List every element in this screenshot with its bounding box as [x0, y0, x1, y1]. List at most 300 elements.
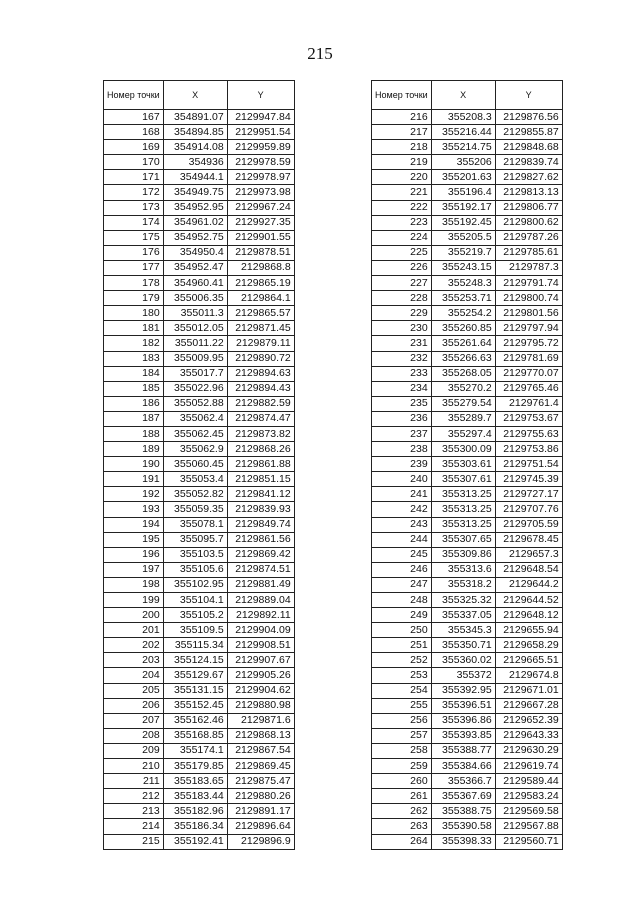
y-coordinate-cell: 2129791.74 — [495, 276, 562, 291]
table-row — [104, 230, 295, 245]
y-coordinate-cell: 2129896.64 — [227, 819, 294, 834]
point-number-cell: 216 — [372, 110, 432, 125]
point-number-cell: 221 — [372, 185, 432, 200]
y-coordinate-cell: 2129797.94 — [495, 321, 562, 336]
table-row — [104, 336, 295, 351]
x-coordinate-cell: 355266.63 — [431, 351, 495, 366]
point-number-cell: 184 — [104, 366, 164, 381]
table-row — [104, 577, 295, 592]
point-number-cell: 223 — [372, 215, 432, 230]
x-coordinate-cell: 355393.85 — [431, 728, 495, 743]
y-coordinate-cell: 2129765.46 — [495, 381, 562, 396]
x-coordinate-cell: 355345.3 — [431, 623, 495, 638]
y-coordinate-cell: 2129889.04 — [227, 593, 294, 608]
x-coordinate-cell: 355129.67 — [163, 668, 227, 683]
y-coordinate-cell: 2129652.39 — [495, 713, 562, 728]
x-coordinate-cell: 355392.95 — [431, 683, 495, 698]
point-number-cell: 256 — [372, 713, 432, 728]
x-coordinate-cell: 355183.65 — [163, 774, 227, 789]
table-row — [372, 411, 563, 426]
point-number-cell: 253 — [372, 668, 432, 683]
point-number-cell: 206 — [104, 698, 164, 713]
y-coordinate-cell: 2129904.62 — [227, 683, 294, 698]
point-number-cell: 169 — [104, 140, 164, 155]
table-row — [372, 140, 563, 155]
table-row — [372, 336, 563, 351]
table-row — [104, 623, 295, 638]
table-row — [372, 306, 563, 321]
x-coordinate-cell: 355214.75 — [431, 140, 495, 155]
header-x: X — [431, 81, 495, 110]
x-coordinate-cell: 355060.45 — [163, 457, 227, 472]
x-coordinate-cell: 355115.34 — [163, 638, 227, 653]
point-number-cell: 247 — [372, 577, 432, 592]
y-coordinate-cell: 2129882.59 — [227, 396, 294, 411]
point-number-cell: 259 — [372, 759, 432, 774]
x-coordinate-cell: 355192.17 — [431, 200, 495, 215]
y-coordinate-cell: 2129864.1 — [227, 291, 294, 306]
table-row — [104, 532, 295, 547]
y-coordinate-cell: 2129751.54 — [495, 457, 562, 472]
table-row — [372, 653, 563, 668]
table-row — [104, 668, 295, 683]
y-coordinate-cell: 2129978.97 — [227, 170, 294, 185]
y-coordinate-cell: 2129567.88 — [495, 819, 562, 834]
y-coordinate-cell: 2129785.61 — [495, 245, 562, 260]
table-row — [372, 426, 563, 441]
x-coordinate-cell: 355325.32 — [431, 593, 495, 608]
table-row — [104, 653, 295, 668]
y-coordinate-cell: 2129894.43 — [227, 381, 294, 396]
table-header-row — [372, 81, 563, 110]
x-coordinate-cell: 355095.7 — [163, 532, 227, 547]
y-coordinate-cell: 2129892.11 — [227, 608, 294, 623]
table-row — [372, 623, 563, 638]
x-coordinate-cell: 354960.41 — [163, 276, 227, 291]
y-coordinate-cell: 2129841.12 — [227, 487, 294, 502]
table-row — [372, 608, 563, 623]
x-coordinate-cell: 355309.86 — [431, 547, 495, 562]
point-number-cell: 214 — [104, 819, 164, 834]
table-row — [372, 170, 563, 185]
x-coordinate-cell: 355131.15 — [163, 683, 227, 698]
header-y: Y — [227, 81, 294, 110]
point-number-cell: 257 — [372, 728, 432, 743]
point-number-cell: 225 — [372, 245, 432, 260]
y-coordinate-cell: 2129951.54 — [227, 125, 294, 140]
table-row — [372, 804, 563, 819]
table-row — [372, 593, 563, 608]
y-coordinate-cell: 2129770.07 — [495, 366, 562, 381]
point-number-cell: 212 — [104, 789, 164, 804]
point-number-cell: 261 — [372, 789, 432, 804]
x-coordinate-cell: 355012.05 — [163, 321, 227, 336]
y-coordinate-cell: 2129907.67 — [227, 653, 294, 668]
point-number-cell: 227 — [372, 276, 432, 291]
point-number-cell: 238 — [372, 442, 432, 457]
table-row — [104, 321, 295, 336]
y-coordinate-cell: 2129827.62 — [495, 170, 562, 185]
point-number-cell: 241 — [372, 487, 432, 502]
x-coordinate-cell: 355248.3 — [431, 276, 495, 291]
x-coordinate-cell: 355390.58 — [431, 819, 495, 834]
table-row — [372, 260, 563, 275]
x-coordinate-cell: 354914.08 — [163, 140, 227, 155]
table-row — [104, 713, 295, 728]
table-row — [104, 260, 295, 275]
table-row — [104, 743, 295, 758]
y-coordinate-cell: 2129589.44 — [495, 774, 562, 789]
y-coordinate-cell: 2129648.12 — [495, 608, 562, 623]
point-number-cell: 239 — [372, 457, 432, 472]
point-number-cell: 208 — [104, 728, 164, 743]
x-coordinate-cell: 355260.85 — [431, 321, 495, 336]
table-row — [104, 155, 295, 170]
point-number-cell: 204 — [104, 668, 164, 683]
point-number-cell: 237 — [372, 426, 432, 441]
table-row — [372, 230, 563, 245]
point-number-cell: 194 — [104, 517, 164, 532]
table-row — [104, 774, 295, 789]
x-coordinate-cell: 355205.5 — [431, 230, 495, 245]
point-number-cell: 174 — [104, 215, 164, 230]
y-coordinate-cell: 2129560.71 — [495, 834, 562, 849]
x-coordinate-cell: 355388.77 — [431, 743, 495, 758]
page-number: 215 — [307, 44, 333, 63]
y-coordinate-cell: 2129947.84 — [227, 110, 294, 125]
x-coordinate-cell: 355297.4 — [431, 426, 495, 441]
point-number-cell: 202 — [104, 638, 164, 653]
table-row — [372, 728, 563, 743]
y-coordinate-cell: 2129868.26 — [227, 442, 294, 457]
table-row — [372, 698, 563, 713]
point-number-cell: 185 — [104, 381, 164, 396]
x-coordinate-cell: 354961.02 — [163, 215, 227, 230]
point-number-cell: 196 — [104, 547, 164, 562]
table-row — [372, 200, 563, 215]
x-coordinate-cell: 355270.2 — [431, 381, 495, 396]
x-coordinate-cell: 355078.1 — [163, 517, 227, 532]
x-coordinate-cell: 355360.02 — [431, 653, 495, 668]
point-number-cell: 233 — [372, 366, 432, 381]
x-coordinate-cell: 355179.85 — [163, 759, 227, 774]
point-number-cell: 245 — [372, 547, 432, 562]
x-coordinate-cell: 355109.5 — [163, 623, 227, 638]
x-coordinate-cell: 355192.45 — [431, 215, 495, 230]
table-row — [372, 562, 563, 577]
y-coordinate-cell: 2129813.13 — [495, 185, 562, 200]
point-number-cell: 264 — [372, 834, 432, 849]
y-coordinate-cell: 2129927.35 — [227, 215, 294, 230]
point-number-cell: 201 — [104, 623, 164, 638]
table-row — [104, 562, 295, 577]
x-coordinate-cell: 355208.3 — [431, 110, 495, 125]
table-row — [104, 759, 295, 774]
x-coordinate-cell: 355186.34 — [163, 819, 227, 834]
y-coordinate-cell: 2129873.82 — [227, 426, 294, 441]
y-coordinate-cell: 2129655.94 — [495, 623, 562, 638]
table-row — [104, 306, 295, 321]
point-number-cell: 171 — [104, 170, 164, 185]
point-number-cell: 249 — [372, 608, 432, 623]
table-row — [372, 638, 563, 653]
x-coordinate-cell: 355367.69 — [431, 789, 495, 804]
y-coordinate-cell: 2129851.15 — [227, 472, 294, 487]
point-number-cell: 191 — [104, 472, 164, 487]
x-coordinate-cell: 355313.25 — [431, 517, 495, 532]
point-number-cell: 222 — [372, 200, 432, 215]
table-row — [104, 170, 295, 185]
point-number-cell: 182 — [104, 336, 164, 351]
table-row — [372, 759, 563, 774]
point-number-cell: 195 — [104, 532, 164, 547]
y-coordinate-cell: 2129876.56 — [495, 110, 562, 125]
x-coordinate-cell: 354950.4 — [163, 245, 227, 260]
table-row — [372, 321, 563, 336]
y-coordinate-cell: 2129839.93 — [227, 502, 294, 517]
y-coordinate-cell: 2129879.11 — [227, 336, 294, 351]
table-row — [104, 517, 295, 532]
x-coordinate-cell: 355124.15 — [163, 653, 227, 668]
y-coordinate-cell: 2129806.77 — [495, 200, 562, 215]
point-number-cell: 236 — [372, 411, 432, 426]
y-coordinate-cell: 2129904.09 — [227, 623, 294, 638]
point-number-cell: 231 — [372, 336, 432, 351]
y-coordinate-cell: 2129787.3 — [495, 260, 562, 275]
y-coordinate-cell: 2129894.63 — [227, 366, 294, 381]
x-coordinate-cell: 355062.9 — [163, 442, 227, 457]
x-coordinate-cell: 355206 — [431, 155, 495, 170]
y-coordinate-cell: 2129727.17 — [495, 487, 562, 502]
y-coordinate-cell: 2129861.88 — [227, 457, 294, 472]
table-row — [104, 200, 295, 215]
point-number-cell: 170 — [104, 155, 164, 170]
table-row — [372, 683, 563, 698]
point-number-cell: 262 — [372, 804, 432, 819]
table-row — [372, 668, 563, 683]
y-coordinate-cell: 2129878.51 — [227, 245, 294, 260]
point-number-cell: 172 — [104, 185, 164, 200]
y-coordinate-cell: 2129848.68 — [495, 140, 562, 155]
y-coordinate-cell: 2129801.56 — [495, 306, 562, 321]
point-number-cell: 193 — [104, 502, 164, 517]
point-number-cell: 179 — [104, 291, 164, 306]
y-coordinate-cell: 2129657.3 — [495, 547, 562, 562]
point-number-cell: 187 — [104, 411, 164, 426]
x-coordinate-cell: 355261.64 — [431, 336, 495, 351]
table-row — [372, 532, 563, 547]
y-coordinate-cell: 2129795.72 — [495, 336, 562, 351]
table-row — [372, 713, 563, 728]
y-coordinate-cell: 2129978.59 — [227, 155, 294, 170]
y-coordinate-cell: 2129745.39 — [495, 472, 562, 487]
x-coordinate-cell: 355152.45 — [163, 698, 227, 713]
x-coordinate-cell: 355052.82 — [163, 487, 227, 502]
y-coordinate-cell: 2129648.54 — [495, 562, 562, 577]
y-coordinate-cell: 2129891.17 — [227, 804, 294, 819]
table-row — [104, 608, 295, 623]
x-coordinate-cell: 355253.71 — [431, 291, 495, 306]
point-number-cell: 258 — [372, 743, 432, 758]
y-coordinate-cell: 2129787.26 — [495, 230, 562, 245]
y-coordinate-cell: 2129705.59 — [495, 517, 562, 532]
table-row — [372, 185, 563, 200]
table-row — [372, 472, 563, 487]
x-coordinate-cell: 355103.5 — [163, 547, 227, 562]
y-coordinate-cell: 2129865.57 — [227, 306, 294, 321]
table-row — [104, 366, 295, 381]
point-number-cell: 205 — [104, 683, 164, 698]
x-coordinate-cell: 355174.1 — [163, 743, 227, 758]
x-coordinate-cell: 355201.63 — [431, 170, 495, 185]
point-number-cell: 176 — [104, 245, 164, 260]
table-row — [104, 472, 295, 487]
x-coordinate-cell: 354952.75 — [163, 230, 227, 245]
x-coordinate-cell: 354891.07 — [163, 110, 227, 125]
point-number-cell: 210 — [104, 759, 164, 774]
table-row — [104, 819, 295, 834]
x-coordinate-cell: 355243.15 — [431, 260, 495, 275]
point-number-cell: 250 — [372, 623, 432, 638]
table-row — [372, 789, 563, 804]
x-coordinate-cell: 355105.2 — [163, 608, 227, 623]
point-number-cell: 175 — [104, 230, 164, 245]
y-coordinate-cell: 2129905.26 — [227, 668, 294, 683]
table-row — [372, 155, 563, 170]
table-row — [372, 215, 563, 230]
y-coordinate-cell: 2129880.98 — [227, 698, 294, 713]
coordinates-table-left — [103, 80, 295, 850]
header-point-number: Номер точки — [104, 81, 164, 110]
table-row — [104, 110, 295, 125]
point-number-cell: 251 — [372, 638, 432, 653]
point-number-cell: 255 — [372, 698, 432, 713]
y-coordinate-cell: 2129901.55 — [227, 230, 294, 245]
x-coordinate-cell: 355006.35 — [163, 291, 227, 306]
y-coordinate-cell: 2129959.89 — [227, 140, 294, 155]
point-number-cell: 219 — [372, 155, 432, 170]
header-point-number: Номер точки — [372, 81, 432, 110]
point-number-cell: 168 — [104, 125, 164, 140]
point-number-cell: 230 — [372, 321, 432, 336]
table-row — [104, 547, 295, 562]
point-number-cell: 244 — [372, 532, 432, 547]
table-row — [104, 125, 295, 140]
point-number-cell: 197 — [104, 562, 164, 577]
y-coordinate-cell: 2129967.24 — [227, 200, 294, 215]
x-coordinate-cell: 355313.25 — [431, 502, 495, 517]
point-number-cell: 235 — [372, 396, 432, 411]
table-row — [372, 396, 563, 411]
point-number-cell: 190 — [104, 457, 164, 472]
y-coordinate-cell: 2129865.19 — [227, 276, 294, 291]
table-row — [104, 411, 295, 426]
y-coordinate-cell: 2129658.29 — [495, 638, 562, 653]
y-coordinate-cell: 2129674.8 — [495, 668, 562, 683]
y-coordinate-cell: 2129644.2 — [495, 577, 562, 592]
x-coordinate-cell: 355182.96 — [163, 804, 227, 819]
point-number-cell: 177 — [104, 260, 164, 275]
x-coordinate-cell: 355337.05 — [431, 608, 495, 623]
table-row — [104, 457, 295, 472]
y-coordinate-cell: 2129665.51 — [495, 653, 562, 668]
point-number-cell: 218 — [372, 140, 432, 155]
y-coordinate-cell: 2129849.74 — [227, 517, 294, 532]
x-coordinate-cell: 355011.3 — [163, 306, 227, 321]
y-coordinate-cell: 2129583.24 — [495, 789, 562, 804]
y-coordinate-cell: 2129707.76 — [495, 502, 562, 517]
x-coordinate-cell: 355396.51 — [431, 698, 495, 713]
x-coordinate-cell: 355313.25 — [431, 487, 495, 502]
x-coordinate-cell: 355307.61 — [431, 472, 495, 487]
table-row — [372, 517, 563, 532]
point-number-cell: 240 — [372, 472, 432, 487]
x-coordinate-cell: 354936 — [163, 155, 227, 170]
y-coordinate-cell: 2129644.52 — [495, 593, 562, 608]
table-row — [104, 351, 295, 366]
table-row — [372, 502, 563, 517]
point-number-cell: 181 — [104, 321, 164, 336]
table-row — [104, 396, 295, 411]
x-coordinate-cell: 354944.1 — [163, 170, 227, 185]
y-coordinate-cell: 2129869.42 — [227, 547, 294, 562]
point-number-cell: 209 — [104, 743, 164, 758]
point-number-cell: 234 — [372, 381, 432, 396]
x-coordinate-cell: 355102.95 — [163, 577, 227, 592]
x-coordinate-cell: 354949.75 — [163, 185, 227, 200]
point-number-cell: 213 — [104, 804, 164, 819]
table-row — [104, 487, 295, 502]
table-row — [372, 743, 563, 758]
x-coordinate-cell: 355183.44 — [163, 789, 227, 804]
point-number-cell: 224 — [372, 230, 432, 245]
x-coordinate-cell: 355307.65 — [431, 532, 495, 547]
y-coordinate-cell: 2129667.28 — [495, 698, 562, 713]
table-row — [104, 381, 295, 396]
y-coordinate-cell: 2129678.45 — [495, 532, 562, 547]
table-row — [104, 140, 295, 155]
point-number-cell: 248 — [372, 593, 432, 608]
table-row — [372, 366, 563, 381]
y-coordinate-cell: 2129874.47 — [227, 411, 294, 426]
y-coordinate-cell: 2129755.63 — [495, 426, 562, 441]
point-number-cell: 180 — [104, 306, 164, 321]
x-coordinate-cell: 355254.2 — [431, 306, 495, 321]
y-coordinate-cell: 2129868.8 — [227, 260, 294, 275]
y-coordinate-cell: 2129671.01 — [495, 683, 562, 698]
table-row — [104, 834, 295, 849]
table-row — [104, 728, 295, 743]
point-number-cell: 229 — [372, 306, 432, 321]
table-row — [104, 804, 295, 819]
y-coordinate-cell: 2129761.4 — [495, 396, 562, 411]
table-row — [372, 125, 563, 140]
y-coordinate-cell: 2129871.45 — [227, 321, 294, 336]
point-number-cell: 263 — [372, 819, 432, 834]
y-coordinate-cell: 2129800.74 — [495, 291, 562, 306]
table-row — [104, 638, 295, 653]
y-coordinate-cell: 2129753.67 — [495, 411, 562, 426]
point-number-cell: 186 — [104, 396, 164, 411]
point-number-cell: 178 — [104, 276, 164, 291]
header-x: X — [163, 81, 227, 110]
table-row — [104, 185, 295, 200]
x-coordinate-cell: 355303.61 — [431, 457, 495, 472]
table-row — [104, 683, 295, 698]
x-coordinate-cell: 355052.88 — [163, 396, 227, 411]
point-number-cell: 228 — [372, 291, 432, 306]
y-coordinate-cell: 2129781.69 — [495, 351, 562, 366]
